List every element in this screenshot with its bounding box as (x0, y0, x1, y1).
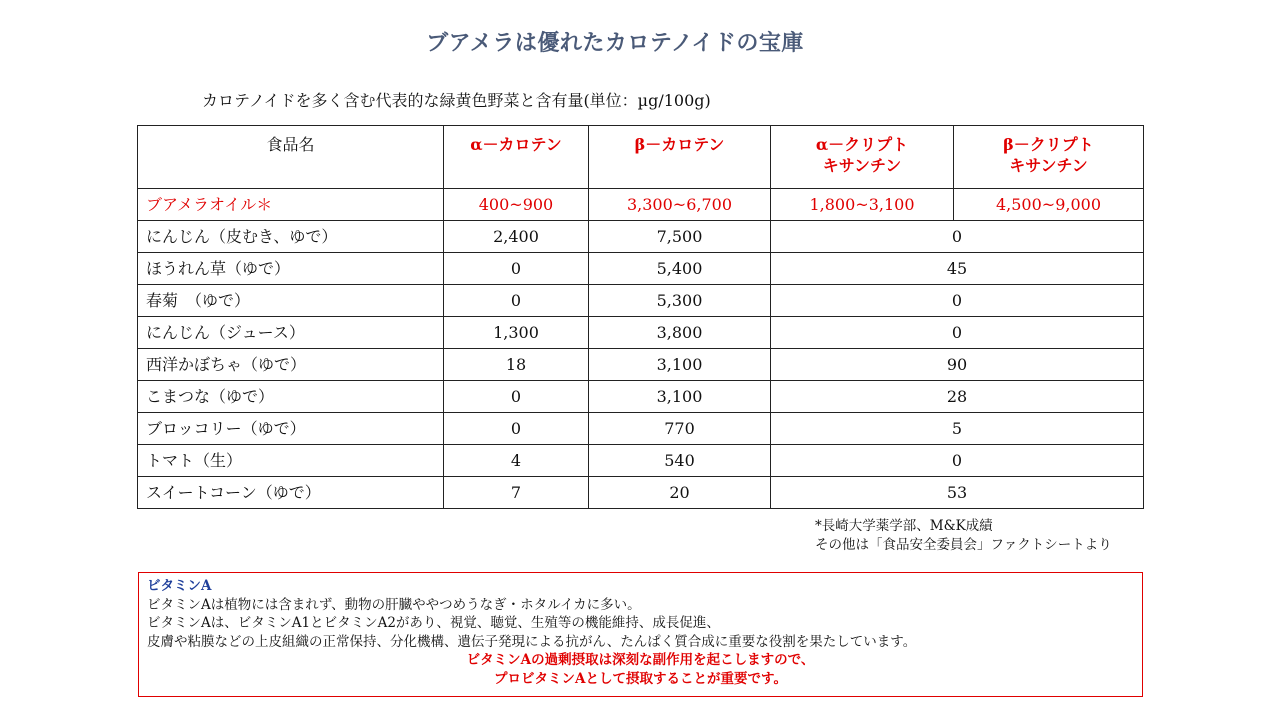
vitamin-a-line1: ビタミンAは植物には含まれず、動物の肝臓ややつめうなぎ・ホタルイカに多い。 (147, 596, 641, 613)
cell-alpha-carotene: 7 (444, 477, 589, 509)
header-alpha-crypto-line1: α－クリプト (815, 135, 909, 154)
table-row (138, 285, 1144, 317)
cell-alpha-carotene: 0 (444, 285, 589, 317)
cell-beta-carotene: 770 (589, 413, 771, 445)
cell-beta-carotene: 5,300 (589, 285, 771, 317)
cell-alpha-carotene: 1,300 (444, 317, 589, 349)
header-alpha-cryptoxanthin (771, 126, 954, 189)
cell-food: にんじん（ジュース） (138, 317, 444, 349)
source-note (815, 517, 1112, 555)
cell-beta-carotene: 7,500 (589, 221, 771, 253)
cell-alpha-carotene: 18 (444, 349, 589, 381)
cell-cryptoxanthin: 0 (771, 285, 1144, 317)
table-row (138, 413, 1144, 445)
vitamin-a-warning-line2: プロビタミンAとして摂取することが重要です。 (494, 670, 787, 687)
header-food-name: 食品名 (138, 126, 444, 189)
vitamin-a-warning-line1: ビタミンAの過剰摂取は深刻な副作用を起こしますので、 (466, 652, 815, 668)
cell-food: 春菊 （ゆで） (138, 285, 444, 317)
header-alpha-carotene: α－カロテン (444, 126, 589, 189)
cell-cryptoxanthin: 0 (771, 445, 1144, 477)
source-note-line2: その他は「食品安全委員会」ファクトシートより (815, 537, 1112, 553)
cell-alpha-carotene: 4 (444, 445, 589, 477)
cell-alpha-carotene: 400~900 (444, 189, 589, 221)
cell-alpha-carotene: 0 (444, 253, 589, 285)
vitamin-a-line2: ビタミンAは、ビタミンA1とビタミンA2があり、視覚、聴覚、生殖等の機能維持、成長促進、 (147, 615, 720, 631)
table-row (138, 445, 1144, 477)
cell-food: トマト（生） (138, 445, 444, 477)
table-row (138, 221, 1144, 253)
table-row (138, 477, 1144, 509)
vitamin-a-info-box (138, 572, 1143, 697)
table-row (138, 253, 1144, 285)
cell-cryptoxanthin: 53 (771, 477, 1144, 509)
vitamin-a-line3: 皮膚や粘膜などの上皮組織の正常保持、分化機構、遺伝子発現による抗がん、たんぱく質合成に重要な役割を果たしています。 (147, 633, 917, 650)
cell-beta-carotene: 3,100 (589, 349, 771, 381)
cell-alpha-carotene: 0 (444, 381, 589, 413)
cell-cryptoxanthin: 0 (771, 317, 1144, 349)
cell-beta-carotene: 3,800 (589, 317, 771, 349)
cell-beta-carotene: 5,400 (589, 253, 771, 285)
cell-cryptoxanthin: 90 (771, 349, 1144, 381)
cell-cryptoxanthin: 45 (771, 253, 1144, 285)
cell-cryptoxanthin: 28 (771, 381, 1144, 413)
header-beta-crypto-line2: キサンチン (1009, 156, 1088, 175)
cell-food: ブアメラオイル＊ (138, 189, 444, 221)
cell-beta-carotene: 540 (589, 445, 771, 477)
cell-beta-carotene: 3,100 (589, 381, 771, 413)
cell-food: ブロッコリー（ゆで） (138, 413, 444, 445)
cell-alpha-cryptoxanthin: 1,800~3,100 (771, 189, 954, 221)
slide-title: ブアメラは優れたカロテノイドの宝庫 (426, 30, 804, 56)
cell-cryptoxanthin: 5 (771, 413, 1144, 445)
cell-food: 西洋かぼちゃ（ゆで） (138, 349, 444, 381)
cell-beta-carotene: 20 (589, 477, 771, 509)
table-header-row (138, 126, 1144, 189)
table-caption: カロテノイドを多く含む代表的な緑黄色野菜と含有量(単位：µg/100g) (202, 91, 711, 110)
cell-alpha-carotene: 0 (444, 413, 589, 445)
cell-beta-cryptoxanthin: 4,500~9,000 (954, 189, 1144, 221)
cell-food: こまつな（ゆで） (138, 381, 444, 413)
table-row (138, 349, 1144, 381)
cell-alpha-carotene: 2,400 (444, 221, 589, 253)
vitamin-a-heading: ビタミンA (147, 578, 212, 594)
table-row (138, 381, 1144, 413)
cell-beta-carotene: 3,300~6,700 (589, 189, 771, 221)
cell-cryptoxanthin: 0 (771, 221, 1144, 253)
cell-food: にんじん（皮むき、ゆで） (138, 221, 444, 253)
header-beta-crypto-line1: β－クリプト (1003, 135, 1094, 154)
source-note-line1: *長崎大学薬学部、M&K成績 (815, 518, 993, 534)
cell-food: スイートコーン（ゆで） (138, 477, 444, 509)
table-row (138, 317, 1144, 349)
header-beta-carotene: β－カロテン (589, 126, 771, 189)
carotenoid-table (137, 125, 1144, 509)
table-row-buamera-oil (138, 189, 1144, 221)
cell-food: ほうれん草（ゆで） (138, 253, 444, 285)
header-alpha-crypto-line2: キサンチン (822, 156, 902, 175)
header-beta-cryptoxanthin (954, 126, 1144, 189)
